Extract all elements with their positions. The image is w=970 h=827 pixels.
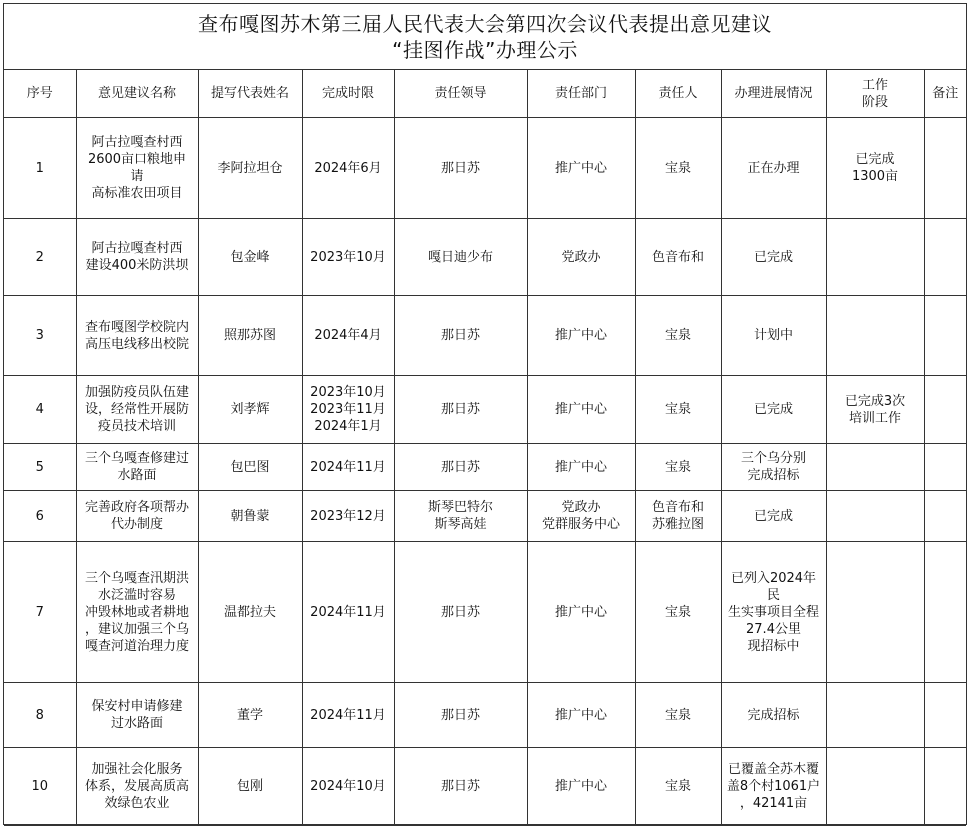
cell-leader: 嘎日迪少布 [394,219,527,296]
header-cell-rep: 提写代表姓名 [198,70,302,118]
cell-deadline: 2024年4月 [302,296,394,376]
header-cell-remark: 备注 [924,70,966,118]
cell-progress: 完成招标 [721,683,826,748]
cell-remark [924,296,966,376]
cell-dept: 党政办 [527,219,635,296]
cell-no: 3 [4,296,76,376]
cell-rep: 温都拉夫 [198,542,302,683]
cell-person: 色音布和 [635,219,721,296]
cell-name: 阿古拉嘎查村西 建设400米防洪坝 [76,219,198,296]
cell-leader: 那日苏 [394,118,527,219]
cell-leader: 那日苏 [394,542,527,683]
proposal-table [4,70,966,826]
cell-progress: 计划中 [721,296,826,376]
cell-person: 色音布和 苏雅拉图 [635,491,721,542]
table-row [4,444,966,491]
cell-progress: 三个乌分别 完成招标 [721,444,826,491]
cell-person: 宝泉 [635,683,721,748]
table-row [4,296,966,376]
header-row [4,70,966,118]
cell-remark [924,491,966,542]
cell-no: 6 [4,491,76,542]
header-cell-progress: 办理进展情况 [721,70,826,118]
cell-deadline: 2023年12月 [302,491,394,542]
cell-progress: 已完成 [721,491,826,542]
cell-no: 5 [4,444,76,491]
cell-remark [924,219,966,296]
cell-dept: 党政办 党群服务中心 [527,491,635,542]
cell-rep: 包金峰 [198,219,302,296]
table-row [4,118,966,219]
cell-stage [826,444,924,491]
table-row [4,491,966,542]
cell-remark [924,683,966,748]
table-row [4,376,966,444]
cell-remark [924,542,966,683]
cell-no: 8 [4,683,76,748]
cell-deadline: 2024年11月 [302,444,394,491]
cell-stage [826,542,924,683]
cell-name: 查布嘎图学校院内 高压电线移出校院 [76,296,198,376]
cell-stage: 已完成3次 培训工作 [826,376,924,444]
cell-name: 三个乌嘎查汛期洪 水泛滥时容易 冲毁林地或者耕地 ，建议加强三个乌 嘎查河道治理力度 [76,542,198,683]
cell-progress: 已完成 [721,376,826,444]
cell-progress: 已覆盖全苏木覆 盖8个村1061户 ，42141亩 [721,748,826,826]
cell-rep: 董学 [198,683,302,748]
cell-deadline: 2023年10月 2023年11月 2024年1月 [302,376,394,444]
cell-no: 10 [4,748,76,826]
cell-dept: 推广中心 [527,296,635,376]
cell-stage: 已完成 1300亩 [826,118,924,219]
cell-progress: 已完成 [721,219,826,296]
cell-deadline: 2024年6月 [302,118,394,219]
cell-progress: 已列入2024年民 生实事项目全程 27.4公里 现招标中 [721,542,826,683]
cell-leader: 那日苏 [394,748,527,826]
header-cell-person: 责任人 [635,70,721,118]
cell-no: 2 [4,219,76,296]
cell-stage [826,683,924,748]
cell-name: 三个乌嘎查修建过 水路面 [76,444,198,491]
cell-dept: 推广中心 [527,748,635,826]
cell-stage [826,296,924,376]
title-line-2: “挂图作战”办理公示 [392,37,578,62]
cell-progress: 正在办理 [721,118,826,219]
header-cell-dept: 责任部门 [527,70,635,118]
table-row [4,219,966,296]
cell-stage [826,219,924,296]
header-cell-no: 序号 [4,70,76,118]
cell-person: 宝泉 [635,444,721,491]
title-line-1: 查布嘎图苏木第三届人民代表大会第四次会议代表提出意见建议 [198,11,772,36]
cell-name: 加强防疫员队伍建 设，经常性开展防 疫员技术培训 [76,376,198,444]
cell-remark [924,376,966,444]
cell-leader: 那日苏 [394,444,527,491]
notice-sheet [3,3,967,825]
cell-dept: 推广中心 [527,542,635,683]
cell-deadline: 2023年10月 [302,219,394,296]
cell-stage [826,748,924,826]
cell-remark [924,118,966,219]
cell-rep: 刘孝辉 [198,376,302,444]
cell-name: 保安村申请修建 过水路面 [76,683,198,748]
cell-rep: 包刚 [198,748,302,826]
table-row [4,748,966,826]
table-row [4,683,966,748]
cell-rep: 朝鲁蒙 [198,491,302,542]
header-cell-deadline: 完成时限 [302,70,394,118]
cell-leader: 斯琴巴特尔 斯琴高娃 [394,491,527,542]
cell-stage [826,491,924,542]
cell-no: 1 [4,118,76,219]
cell-dept: 推广中心 [527,683,635,748]
cell-person: 宝泉 [635,542,721,683]
cell-dept: 推广中心 [527,376,635,444]
cell-person: 宝泉 [635,748,721,826]
cell-deadline: 2024年10月 [302,748,394,826]
header-cell-leader: 责任领导 [394,70,527,118]
cell-deadline: 2024年11月 [302,542,394,683]
cell-name: 完善政府各项帮办 代办制度 [76,491,198,542]
table-row [4,542,966,683]
cell-no: 4 [4,376,76,444]
cell-name: 加强社会化服务 体系，发展高质高 效绿色农业 [76,748,198,826]
cell-rep: 照那苏图 [198,296,302,376]
cell-leader: 那日苏 [394,376,527,444]
cell-rep: 包巴图 [198,444,302,491]
cell-person: 宝泉 [635,376,721,444]
cell-rep: 李阿拉坦仓 [198,118,302,219]
cell-person: 宝泉 [635,118,721,219]
cell-dept: 推广中心 [527,118,635,219]
cell-person: 宝泉 [635,296,721,376]
header-cell-stage: 工作 阶段 [826,70,924,118]
cell-leader: 那日苏 [394,683,527,748]
header-cell-name: 意见建议名称 [76,70,198,118]
cell-name: 阿古拉嘎查村西 2600亩口粮地申请 高标准农田项目 [76,118,198,219]
cell-remark [924,444,966,491]
cell-leader: 那日苏 [394,296,527,376]
cell-remark [924,748,966,826]
cell-no: 7 [4,542,76,683]
page-title [4,4,966,70]
cell-dept: 推广中心 [527,444,635,491]
cell-deadline: 2024年11月 [302,683,394,748]
